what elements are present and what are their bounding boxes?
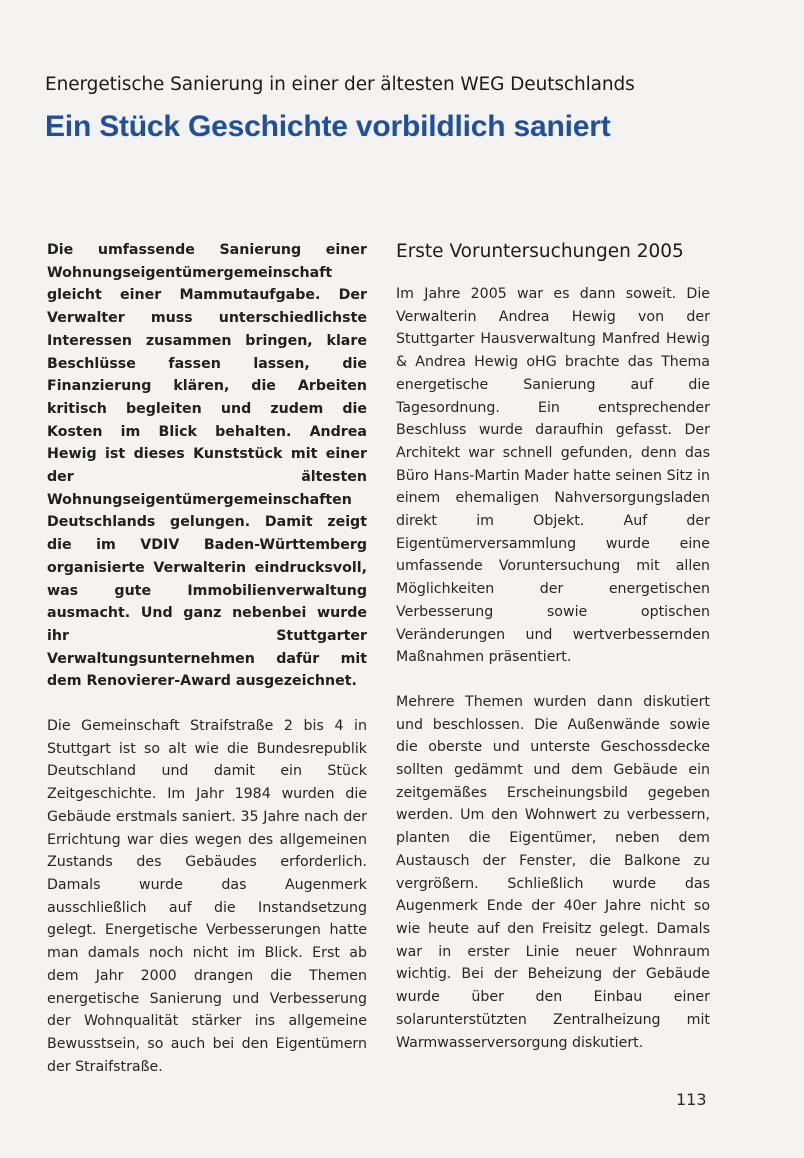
body-paragraph: Mehrere Themen wurden dann diskutiert und beschlossen. Die Außenwände sowie die oberste und unterste Geschossdecke sollten gedämmt und dem Gebäude ein zeitgemäßes Erscheinungsbild gegeben werden. Um den Wohnwert zu verbessern, planten die Eigentümer, neben dem Austausch der Fenster, die Balkone zu vergrößern. Schließlich wurde das Augenmerk Ende der 40er Jahre nicht so wie heute auf den Freisitz gelegt. Damals war in erster Linie neuer Wohnraum wichtig. Bei der Beheizung der Gebäude wurde über den Einbau einer solarunterstützten Zentralheizung mit Warmwasserversorgung diskutiert. — [396, 693, 710, 1051]
section-heading: Erste Voruntersuchungen 2005 — [396, 241, 684, 262]
body-paragraph: Im Jahre 2005 war es dann soweit. Die Verwalterin Andrea Hewig von der Stuttgarter Hausverwaltung Manfred Hewig & Andrea Hewig oHG brachte das Thema energetische Sanierung auf die Tagesordnung. Ein entsprechender Beschluss wurde daraufhin gefasst. Der Architekt war schnell gefunden, denn das Büro Hans-Martin Mader hatte seinen Sitz in einem ehemaligen Nahversorgungsladen direkt im Objekt. Auf der Eigentümerversammlung wurde eine umfassende Voruntersuchung mit allen Möglichkeiten der energetischen Verbesserung sowie optischen Veränderungen und wertverbessernden Maßnahmen präsentiert. — [396, 286, 710, 666]
page-number: 113 — [676, 1090, 707, 1109]
headline: Ein Stück Geschichte vorbildlich saniert — [45, 110, 611, 143]
kicker-line: Energetische Sanierung in einer der ältesten WEG Deutschlands — [45, 74, 635, 95]
right-column — [396, 239, 710, 1054]
left-column — [47, 239, 367, 1078]
intro-paragraph: Die umfassende Sanierung einer Wohnungseigentümergemeinschaft gleicht einer Mammutaufgabe. Der Verwalter muss unterschiedlichste Interessen zusammen bringen, klare Beschlüsse fassen lassen, die Finanzierung klären, die Arbeiten kritisch begleiten und zudem die Kosten im Blick behalten. Andrea Hewig ist dieses Kunststück mit einer der ältesten Wohnungseigentümergemeinschaften Deutschlands gelungen. Damit zeigt die im VDIV Baden-Württemberg organisierte Verwalterin eindrucksvoll, was gute Immobilienverwaltung ausmacht. Und ganz nebenbei wurde ihr Stuttgarter Verwaltungsunternehmen dafür mit dem Renovierer-Award ausgezeichnet. — [47, 242, 367, 690]
body-paragraph: Die Gemeinschaft Straifstraße 2 bis 4 in Stuttgart ist so alt wie die Bundesrepublik Deutschland und damit ein Stück Zeitgeschichte. Im Jahr 1984 wurden die Gebäude erstmals saniert. 35 Jahre nach der Errichtung war dies wegen des allgemeinen Zustands des Gebäudes erforderlich. Damals wurde das Augenmerk ausschließlich auf die Instandsetzung gelegt. Energetische Verbesserungen hatte man damals noch nicht im Blick. Erst ab dem Jahr 2000 drangen die Themen energetische Sanierung und Verbesserung der Wohnqualität stärker ins allgemeine Bewusstsein, so auch bei den Eigentümern der Straifstraße. — [47, 718, 367, 1075]
